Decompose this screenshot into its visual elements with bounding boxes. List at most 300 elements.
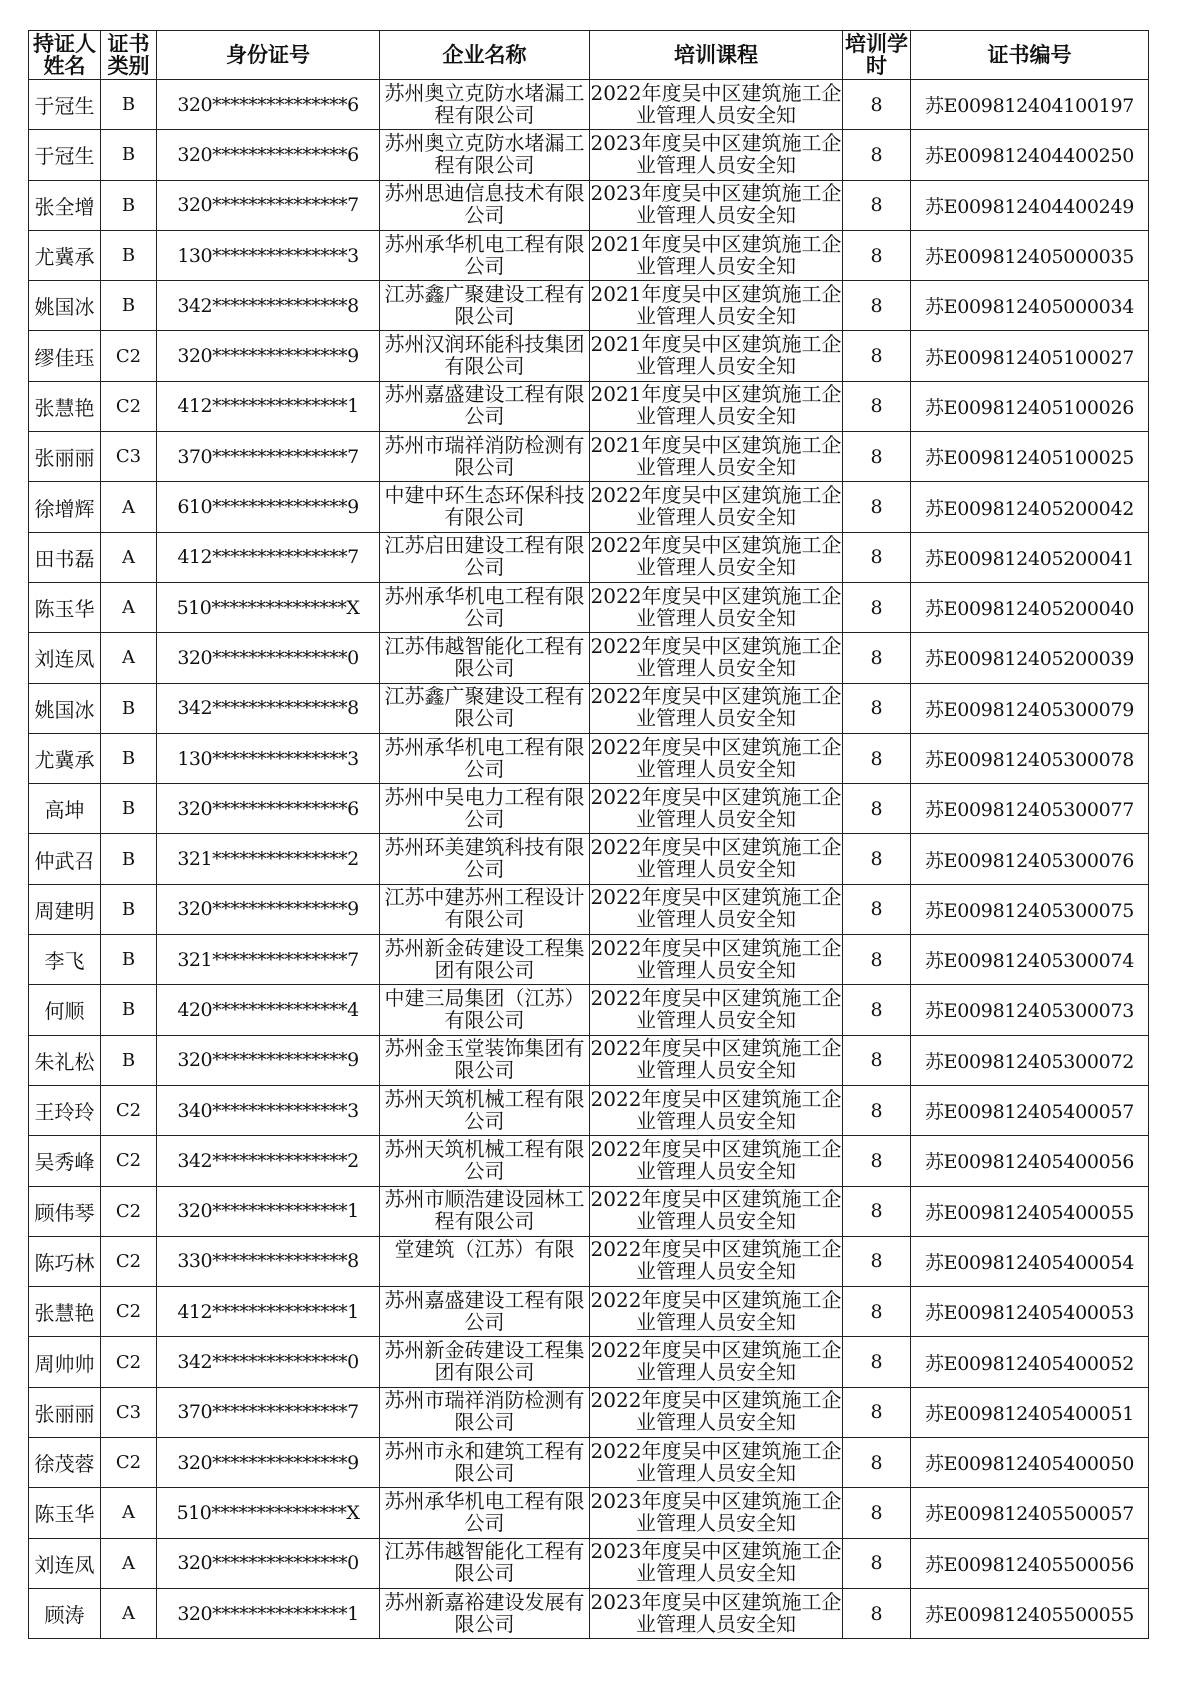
company-name-cell — [380, 985, 590, 1035]
id-number-cell: 320***************9 — [157, 331, 380, 381]
id-number-cell: 320***************6 — [157, 130, 380, 180]
cert-number-cell: 苏E009812405300076 — [911, 834, 1149, 884]
training-course-cell — [590, 935, 843, 985]
company-name-cell — [380, 784, 590, 834]
table-row — [29, 532, 1149, 582]
training-course-cell-text: 2022年度吴中区建筑施工企业管理人员安全知 — [590, 835, 842, 882]
cert-number-cell: 苏E009812405200041 — [911, 532, 1149, 582]
company-name-cell — [380, 935, 590, 985]
training-course-cell-text: 2022年度吴中区建筑施工企业管理人员安全知 — [590, 684, 842, 731]
cert-category-cell: A — [101, 633, 157, 683]
training-course-cell-text: 2022年度吴中区建筑施工企业管理人员安全知 — [590, 1388, 842, 1435]
cert-number-cell: 苏E009812405300077 — [911, 784, 1149, 834]
training-course-cell-text: 2022年度吴中区建筑施工企业管理人员安全知 — [590, 1086, 842, 1133]
training-hours-cell: 8 — [843, 1337, 911, 1387]
company-name-cell — [380, 1236, 590, 1286]
training-course-cell — [590, 80, 843, 130]
training-hours-cell: 8 — [843, 633, 911, 683]
training-course-cell-text: 2022年度吴中区建筑施工企业管理人员安全知 — [590, 1438, 842, 1485]
cert-category-cell: B — [101, 281, 157, 331]
training-course-cell — [590, 230, 843, 280]
table-row — [29, 1387, 1149, 1437]
id-number-cell: 370***************7 — [157, 1387, 380, 1437]
table-row — [29, 331, 1149, 381]
cert-category-cell: A — [101, 582, 157, 632]
training-course-cell — [590, 130, 843, 180]
table-row — [29, 834, 1149, 884]
company-name-cell-text: 苏州中吴电力工程有限公司 — [384, 784, 585, 831]
training-course-cell-text: 2022年度吴中区建筑施工企业管理人员安全知 — [590, 80, 842, 127]
cert-category-cell: B — [101, 180, 157, 230]
company-name-cell — [380, 80, 590, 130]
holder-name-cell: 陈玉华 — [29, 1488, 101, 1538]
cert-number-cell: 苏E009812405100027 — [911, 331, 1149, 381]
table-row — [29, 1538, 1149, 1588]
holder-name-cell: 尤冀承 — [29, 230, 101, 280]
cert-category-cell: A — [101, 482, 157, 532]
training-hours-cell: 8 — [843, 230, 911, 280]
id-number-cell: 510***************X — [157, 1488, 380, 1538]
company-name-cell-text: 苏州金玉堂装饰集团有限公司 — [384, 1036, 585, 1083]
training-course-cell — [590, 884, 843, 934]
training-course-cell — [590, 482, 843, 532]
id-number-cell: 320***************7 — [157, 180, 380, 230]
cert-category-cell: C2 — [101, 1438, 157, 1488]
training-course-cell — [590, 1287, 843, 1337]
training-course-cell-text: 2021年度吴中区建筑施工企业管理人员安全知 — [590, 382, 842, 429]
table-row — [29, 180, 1149, 230]
training-hours-cell: 8 — [843, 582, 911, 632]
training-course-cell — [590, 1488, 843, 1538]
company-name-cell — [380, 130, 590, 180]
holder-name-cell: 于冠生 — [29, 130, 101, 180]
training-hours-cell: 8 — [843, 1538, 911, 1588]
company-name-cell-text: 苏州天筑机械工程有限公司 — [384, 1086, 585, 1133]
holder-name-cell: 刘连凤 — [29, 633, 101, 683]
cert-category-cell: A — [101, 1538, 157, 1588]
id-number-cell: 330***************8 — [157, 1236, 380, 1286]
company-name-cell-text: 江苏鑫广聚建设工程有限公司 — [384, 281, 585, 328]
training-course-cell-text: 2021年度吴中区建筑施工企业管理人员安全知 — [590, 231, 842, 278]
company-name-cell — [380, 532, 590, 582]
header-company-name: 企业名称 — [380, 31, 590, 80]
training-hours-cell: 8 — [843, 180, 911, 230]
cert-category-cell: B — [101, 130, 157, 180]
company-name-cell-text: 苏州承华机电工程有限公司 — [384, 1488, 585, 1535]
cert-category-cell: B — [101, 834, 157, 884]
training-course-cell — [590, 683, 843, 733]
training-course-cell — [590, 1035, 843, 1085]
company-name-cell — [380, 582, 590, 632]
id-number-cell: 412***************7 — [157, 532, 380, 582]
cert-category-cell: B — [101, 784, 157, 834]
training-hours-cell: 8 — [843, 935, 911, 985]
header-holder-name: 持证人姓名 — [29, 31, 101, 80]
company-name-cell-text: 江苏伟越智能化工程有限公司 — [384, 633, 585, 680]
header-id-number: 身份证号 — [157, 31, 380, 80]
holder-name-cell: 张全增 — [29, 180, 101, 230]
company-name-cell-text: 苏州承华机电工程有限公司 — [384, 231, 585, 278]
cert-number-cell: 苏E009812404400250 — [911, 130, 1149, 180]
cert-number-cell: 苏E009812405000034 — [911, 281, 1149, 331]
cert-number-cell: 苏E009812405500057 — [911, 1488, 1149, 1538]
training-hours-cell: 8 — [843, 1438, 911, 1488]
training-hours-cell: 8 — [843, 381, 911, 431]
training-course-cell — [590, 1387, 843, 1437]
cert-number-cell: 苏E009812405300075 — [911, 884, 1149, 934]
cert-number-cell: 苏E009812405300074 — [911, 935, 1149, 985]
id-number-cell: 370***************7 — [157, 432, 380, 482]
cert-category-cell: A — [101, 1488, 157, 1538]
company-name-cell — [380, 230, 590, 280]
holder-name-cell: 张丽丽 — [29, 432, 101, 482]
cert-number-cell: 苏E009812405400054 — [911, 1236, 1149, 1286]
cert-category-cell: B — [101, 733, 157, 783]
company-name-cell-text: 中建三局集团（江苏）有限公司 — [384, 985, 585, 1032]
id-number-cell: 342***************8 — [157, 281, 380, 331]
company-name-cell-text: 苏州汉润环能科技集团有限公司 — [384, 332, 585, 379]
training-course-cell-text: 2022年度吴中区建筑施工企业管理人员安全知 — [590, 784, 842, 831]
training-course-cell — [590, 582, 843, 632]
cert-number-cell: 苏E009812405400052 — [911, 1337, 1149, 1387]
cert-category-cell: C3 — [101, 1387, 157, 1437]
company-name-cell — [380, 381, 590, 431]
company-name-cell-text: 苏州嘉盛建设工程有限公司 — [384, 1287, 585, 1334]
training-course-cell-text: 2023年度吴中区建筑施工企业管理人员安全知 — [590, 130, 842, 177]
holder-name-cell: 顾涛 — [29, 1588, 101, 1638]
company-name-cell — [380, 1488, 590, 1538]
company-name-cell-text: 苏州承华机电工程有限公司 — [384, 583, 585, 630]
id-number-cell: 320***************1 — [157, 1588, 380, 1638]
holder-name-cell: 仲武召 — [29, 834, 101, 884]
training-course-cell-text: 2023年度吴中区建筑施工企业管理人员安全知 — [590, 1488, 842, 1535]
id-number-cell: 420***************4 — [157, 985, 380, 1035]
holder-name-cell: 高坤 — [29, 784, 101, 834]
cert-category-cell: B — [101, 985, 157, 1035]
id-number-cell: 320***************6 — [157, 784, 380, 834]
table-row — [29, 1136, 1149, 1186]
training-course-cell — [590, 733, 843, 783]
training-course-cell-text: 2022年度吴中区建筑施工企业管理人员安全知 — [590, 1287, 842, 1334]
holder-name-cell: 朱礼松 — [29, 1035, 101, 1085]
holder-name-cell: 陈玉华 — [29, 582, 101, 632]
training-course-cell-text: 2023年度吴中区建筑施工企业管理人员安全知 — [590, 1539, 842, 1586]
cert-category-cell: A — [101, 532, 157, 582]
table-row — [29, 80, 1149, 130]
cert-number-cell: 苏E009812405200042 — [911, 482, 1149, 532]
id-number-cell: 320***************1 — [157, 1186, 380, 1236]
cert-category-cell: B — [101, 1035, 157, 1085]
certificate-table — [28, 30, 1149, 1639]
id-number-cell: 412***************1 — [157, 1287, 380, 1337]
company-name-cell-text: 苏州市瑞祥消防检测有限公司 — [384, 432, 585, 479]
company-name-cell — [380, 1438, 590, 1488]
id-number-cell: 342***************0 — [157, 1337, 380, 1387]
table-row — [29, 985, 1149, 1035]
cert-number-cell: 苏E009812405400050 — [911, 1438, 1149, 1488]
training-hours-cell: 8 — [843, 1387, 911, 1437]
cert-number-cell: 苏E009812405400055 — [911, 1186, 1149, 1236]
table-row — [29, 935, 1149, 985]
cert-number-cell: 苏E009812404400249 — [911, 180, 1149, 230]
cert-category-cell: B — [101, 80, 157, 130]
company-name-cell — [380, 482, 590, 532]
holder-name-cell: 尤冀承 — [29, 733, 101, 783]
table-row — [29, 1588, 1149, 1638]
company-name-cell-text: 苏州思迪信息技术有限公司 — [384, 181, 585, 228]
table-row — [29, 1035, 1149, 1085]
training-course-cell — [590, 1136, 843, 1186]
training-course-cell-text: 2022年度吴中区建筑施工企业管理人员安全知 — [590, 533, 842, 580]
table-row — [29, 884, 1149, 934]
training-course-cell-text: 2022年度吴中区建筑施工企业管理人员安全知 — [590, 1237, 842, 1284]
cert-category-cell: B — [101, 935, 157, 985]
training-hours-cell: 8 — [843, 1136, 911, 1186]
training-course-cell-text: 2023年度吴中区建筑施工企业管理人员安全知 — [590, 1589, 842, 1636]
training-hours-cell: 8 — [843, 683, 911, 733]
company-name-cell — [380, 884, 590, 934]
holder-name-cell: 缪佳珏 — [29, 331, 101, 381]
cert-number-cell: 苏E009812405300072 — [911, 1035, 1149, 1085]
holder-name-cell: 顾伟琴 — [29, 1186, 101, 1236]
training-course-cell-text: 2021年度吴中区建筑施工企业管理人员安全知 — [590, 432, 842, 479]
cert-number-cell: 苏E009812405400057 — [911, 1085, 1149, 1135]
training-hours-cell: 8 — [843, 1488, 911, 1538]
company-name-cell — [380, 1287, 590, 1337]
id-number-cell: 320***************9 — [157, 884, 380, 934]
holder-name-cell: 李飞 — [29, 935, 101, 985]
company-name-cell-text: 苏州嘉盛建设工程有限公司 — [384, 382, 585, 429]
table-row — [29, 1337, 1149, 1387]
table-row — [29, 281, 1149, 331]
training-hours-cell: 8 — [843, 985, 911, 1035]
cert-category-cell: C3 — [101, 432, 157, 482]
company-name-cell — [380, 1085, 590, 1135]
table-row — [29, 230, 1149, 280]
training-hours-cell: 8 — [843, 482, 911, 532]
training-course-cell-text: 2022年度吴中区建筑施工企业管理人员安全知 — [590, 935, 842, 982]
company-name-cell-text: 苏州新金砖建设工程集团有限公司 — [384, 1338, 585, 1385]
training-course-cell — [590, 1085, 843, 1135]
header-training-course: 培训课程 — [590, 31, 843, 80]
id-number-cell: 610***************9 — [157, 482, 380, 532]
table-row — [29, 1488, 1149, 1538]
company-name-cell — [380, 683, 590, 733]
training-course-cell — [590, 180, 843, 230]
id-number-cell: 320***************9 — [157, 1035, 380, 1085]
company-name-cell-text: 苏州新金砖建设工程集团有限公司 — [384, 935, 585, 982]
cert-category-cell: C2 — [101, 1236, 157, 1286]
holder-name-cell: 徐增辉 — [29, 482, 101, 532]
id-number-cell: 320***************0 — [157, 1538, 380, 1588]
training-hours-cell: 8 — [843, 281, 911, 331]
table-row — [29, 733, 1149, 783]
training-course-cell-text: 2022年度吴中区建筑施工企业管理人员安全知 — [590, 1187, 842, 1234]
company-name-cell-text: 江苏伟越智能化工程有限公司 — [384, 1539, 585, 1586]
cert-number-cell: 苏E009812405100025 — [911, 432, 1149, 482]
id-number-cell: 412***************1 — [157, 381, 380, 431]
table-row — [29, 784, 1149, 834]
company-name-cell-text: 苏州奥立克防水堵漏工程有限公司 — [384, 80, 585, 127]
table-row — [29, 381, 1149, 431]
training-hours-cell: 8 — [843, 80, 911, 130]
holder-name-cell: 徐茂蓉 — [29, 1438, 101, 1488]
header-training-hours: 培训学时 — [843, 31, 911, 80]
company-name-cell — [380, 733, 590, 783]
training-course-cell-text: 2022年度吴中区建筑施工企业管理人员安全知 — [590, 885, 842, 932]
table-row — [29, 1186, 1149, 1236]
training-course-cell — [590, 784, 843, 834]
company-name-cell — [380, 432, 590, 482]
training-course-cell — [590, 1337, 843, 1387]
training-course-cell-text: 2022年度吴中区建筑施工企业管理人员安全知 — [590, 1136, 842, 1183]
training-course-cell — [590, 1236, 843, 1286]
cert-category-cell: A — [101, 1588, 157, 1638]
holder-name-cell: 王玲玲 — [29, 1085, 101, 1135]
training-course-cell-text: 2022年度吴中区建筑施工企业管理人员安全知 — [590, 734, 842, 781]
id-number-cell: 321***************2 — [157, 834, 380, 884]
header-cert-number: 证书编号 — [911, 31, 1149, 80]
company-name-cell-text: 江苏启田建设工程有限公司 — [384, 533, 585, 580]
training-hours-cell: 8 — [843, 1186, 911, 1236]
training-course-cell — [590, 281, 843, 331]
cert-number-cell: 苏E009812405000035 — [911, 230, 1149, 280]
training-hours-cell: 8 — [843, 784, 911, 834]
company-name-cell-text: 苏州承华机电工程有限公司 — [384, 734, 585, 781]
id-number-cell: 342***************2 — [157, 1136, 380, 1186]
company-name-cell — [380, 1588, 590, 1638]
id-number-cell: 130***************3 — [157, 733, 380, 783]
cert-number-cell: 苏E009812405500055 — [911, 1588, 1149, 1638]
cert-number-cell: 苏E009812405400056 — [911, 1136, 1149, 1186]
company-name-cell-text: 苏州市顺浩建设园林工程有限公司 — [384, 1187, 585, 1234]
id-number-cell: 510***************X — [157, 582, 380, 632]
company-name-cell-text: 苏州环美建筑科技有限公司 — [384, 835, 585, 882]
holder-name-cell: 田书磊 — [29, 532, 101, 582]
holder-name-cell: 周建明 — [29, 884, 101, 934]
cert-number-cell: 苏E009812405200040 — [911, 582, 1149, 632]
training-course-cell-text: 2021年度吴中区建筑施工企业管理人员安全知 — [590, 332, 842, 379]
training-course-cell — [590, 834, 843, 884]
training-hours-cell: 8 — [843, 1236, 911, 1286]
holder-name-cell: 张丽丽 — [29, 1387, 101, 1437]
training-course-cell-text: 2022年度吴中区建筑施工企业管理人员安全知 — [590, 483, 842, 530]
cert-category-cell: C2 — [101, 1136, 157, 1186]
holder-name-cell: 姚国冰 — [29, 281, 101, 331]
cert-number-cell: 苏E009812405400053 — [911, 1287, 1149, 1337]
cert-category-cell: B — [101, 683, 157, 733]
training-course-cell-text: 2022年度吴中区建筑施工企业管理人员安全知 — [590, 583, 842, 630]
training-course-cell — [590, 1438, 843, 1488]
header-row — [29, 31, 1149, 80]
company-name-cell — [380, 1035, 590, 1085]
training-course-cell — [590, 985, 843, 1035]
training-course-cell — [590, 532, 843, 582]
cert-number-cell: 苏E009812405100026 — [911, 381, 1149, 431]
company-name-cell-text: 堂建筑（江苏）有限 — [394, 1237, 575, 1262]
cert-category-cell: B — [101, 884, 157, 934]
training-course-cell-text: 2022年度吴中区建筑施工企业管理人员安全知 — [590, 1338, 842, 1385]
holder-name-cell: 张慧艳 — [29, 1287, 101, 1337]
table-row — [29, 432, 1149, 482]
table-row — [29, 633, 1149, 683]
table-row — [29, 130, 1149, 180]
company-name-cell — [380, 1538, 590, 1588]
table-row — [29, 1085, 1149, 1135]
id-number-cell: 321***************7 — [157, 935, 380, 985]
training-course-cell — [590, 1538, 843, 1588]
training-hours-cell: 8 — [843, 1035, 911, 1085]
training-hours-cell: 8 — [843, 884, 911, 934]
cert-number-cell: 苏E009812405400051 — [911, 1387, 1149, 1437]
company-name-cell-text: 江苏鑫广聚建设工程有限公司 — [384, 684, 585, 731]
cert-number-cell: 苏E009812405200039 — [911, 633, 1149, 683]
holder-name-cell: 刘连凤 — [29, 1538, 101, 1588]
company-name-cell — [380, 834, 590, 884]
table-row — [29, 1236, 1149, 1286]
cert-number-cell: 苏E009812404100197 — [911, 80, 1149, 130]
company-name-cell-text: 苏州新嘉裕建设发展有限公司 — [384, 1589, 585, 1636]
cert-number-cell: 苏E009812405300073 — [911, 985, 1149, 1035]
training-course-cell-text: 2022年度吴中区建筑施工企业管理人员安全知 — [590, 985, 842, 1032]
training-course-cell — [590, 1588, 843, 1638]
holder-name-cell: 吴秀峰 — [29, 1136, 101, 1186]
holder-name-cell: 陈巧林 — [29, 1236, 101, 1286]
header-cert-category: 证书类别 — [101, 31, 157, 80]
cert-category-cell: B — [101, 230, 157, 280]
training-course-cell — [590, 331, 843, 381]
training-hours-cell: 8 — [843, 1588, 911, 1638]
company-name-cell — [380, 633, 590, 683]
cert-category-cell: C2 — [101, 331, 157, 381]
table-body — [29, 80, 1149, 1639]
cert-category-cell: C2 — [101, 381, 157, 431]
training-course-cell-text: 2022年度吴中区建筑施工企业管理人员安全知 — [590, 633, 842, 680]
id-number-cell: 320***************6 — [157, 80, 380, 130]
company-name-cell — [380, 1387, 590, 1437]
cert-category-cell: C2 — [101, 1287, 157, 1337]
training-hours-cell: 8 — [843, 1287, 911, 1337]
holder-name-cell: 姚国冰 — [29, 683, 101, 733]
training-course-cell — [590, 1186, 843, 1236]
table-row — [29, 1287, 1149, 1337]
training-course-cell — [590, 381, 843, 431]
cert-number-cell: 苏E009812405300078 — [911, 733, 1149, 783]
id-number-cell: 342***************8 — [157, 683, 380, 733]
training-course-cell-text: 2022年度吴中区建筑施工企业管理人员安全知 — [590, 1036, 842, 1083]
table-row — [29, 482, 1149, 532]
company-name-cell — [380, 281, 590, 331]
training-hours-cell: 8 — [843, 331, 911, 381]
training-course-cell — [590, 633, 843, 683]
training-hours-cell: 8 — [843, 532, 911, 582]
training-hours-cell: 8 — [843, 733, 911, 783]
company-name-cell — [380, 331, 590, 381]
company-name-cell-text: 苏州市永和建筑工程有限公司 — [384, 1438, 585, 1485]
cert-category-cell: C2 — [101, 1085, 157, 1135]
cert-number-cell: 苏E009812405300079 — [911, 683, 1149, 733]
training-hours-cell: 8 — [843, 432, 911, 482]
cert-category-cell: C2 — [101, 1337, 157, 1387]
id-number-cell: 340***************3 — [157, 1085, 380, 1135]
training-hours-cell: 8 — [843, 834, 911, 884]
holder-name-cell: 张慧艳 — [29, 381, 101, 431]
id-number-cell: 130***************3 — [157, 230, 380, 280]
cert-category-cell: C2 — [101, 1186, 157, 1236]
holder-name-cell: 何顺 — [29, 985, 101, 1035]
table-row — [29, 683, 1149, 733]
training-course-cell-text: 2023年度吴中区建筑施工企业管理人员安全知 — [590, 181, 842, 228]
